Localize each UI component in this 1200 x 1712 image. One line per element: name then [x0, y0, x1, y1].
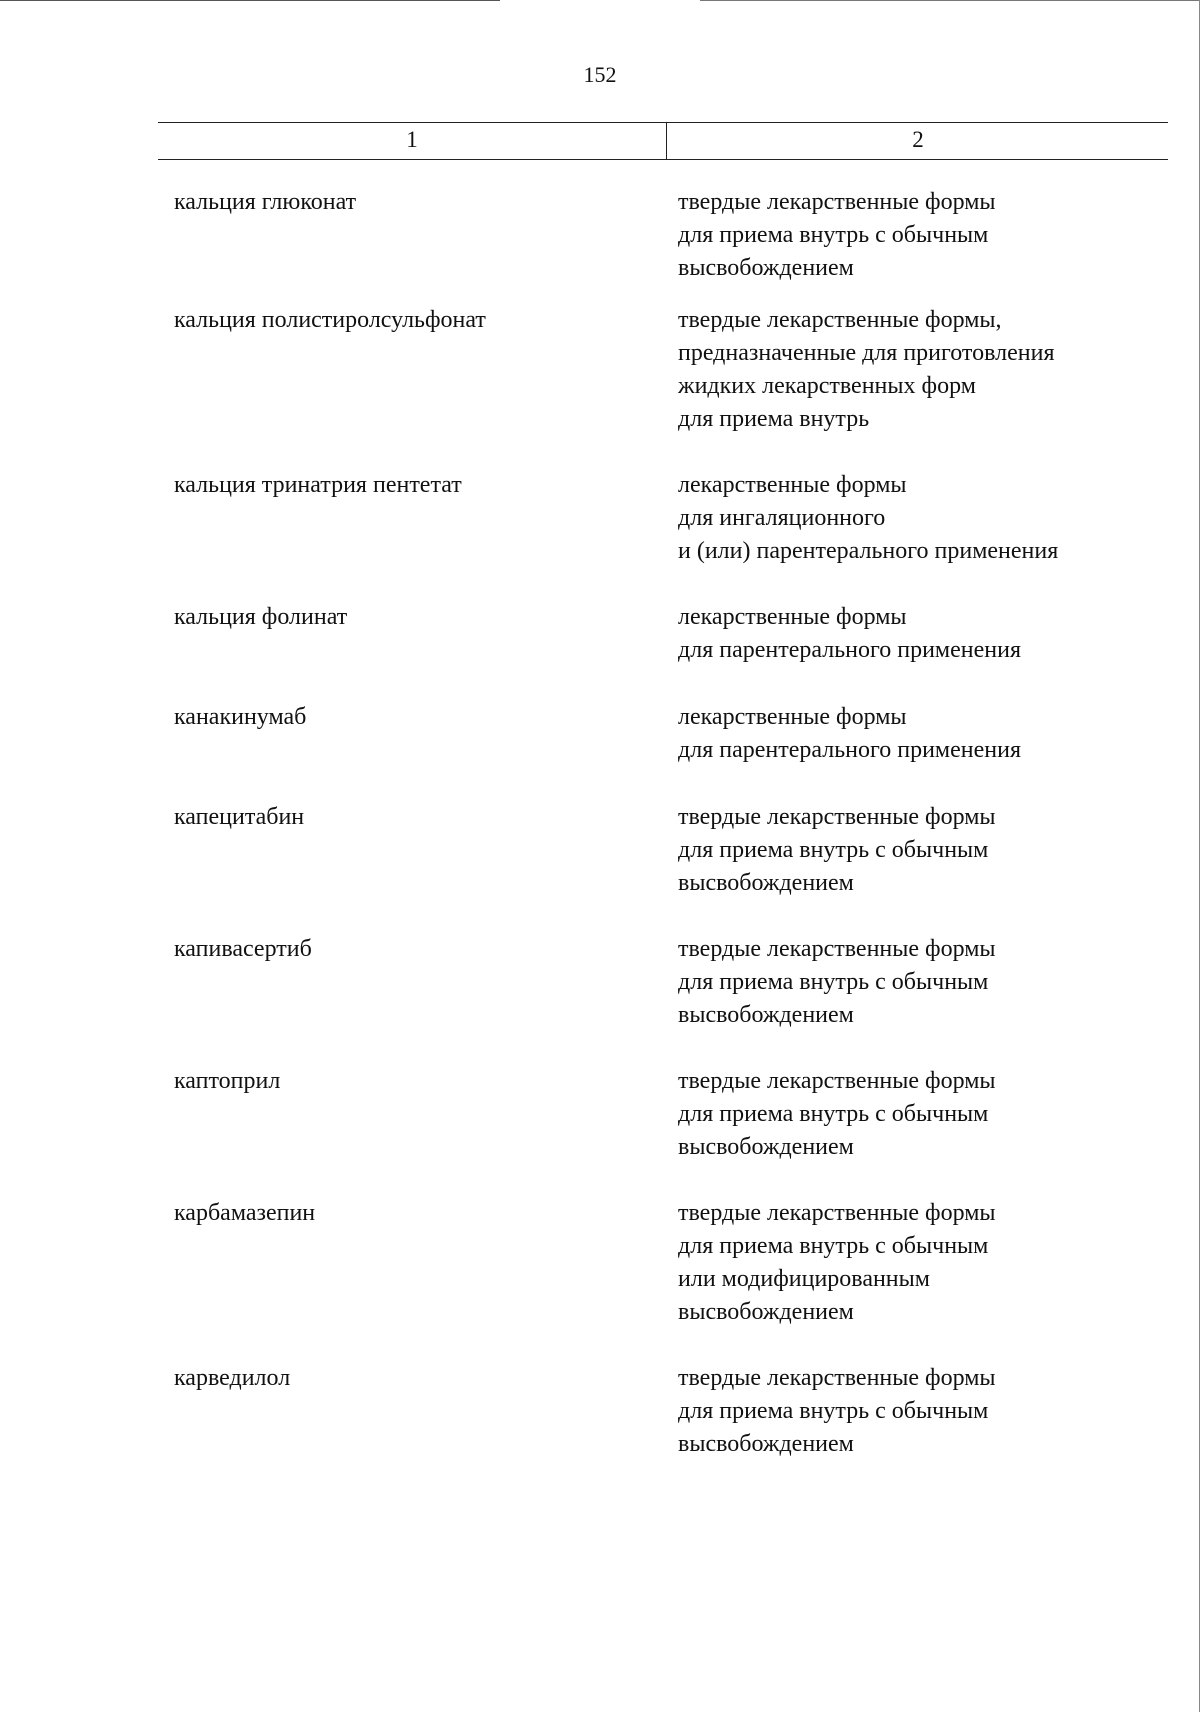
table-header-divider [666, 123, 667, 159]
drug-entry [174, 469, 1174, 601]
dosage-form: твердые лекарственные формы для приема внутрь с обычным высвобождением [678, 189, 996, 281]
drug-entry [174, 701, 1174, 801]
drug-entry [174, 186, 1174, 304]
drug-entry [174, 1065, 1174, 1197]
drug-name: кальция полистиролсульфонат [174, 307, 486, 333]
drug-entry [174, 304, 1174, 469]
drug-entry [174, 801, 1174, 933]
dosage-form: лекарственные формы для парентерального применения [678, 604, 1021, 663]
table-header-row [158, 122, 1168, 160]
drug-name: капецитабин [174, 804, 305, 830]
drug-name: кальция фолинат [174, 604, 348, 630]
dosage-form: твердые лекарственные формы для приема внутрь с обычным высвобождением [678, 1068, 996, 1160]
drug-entry [174, 601, 1174, 701]
table-header-col-1: 1 [406, 127, 418, 152]
drug-entry [174, 933, 1174, 1065]
drug-name: карбамазепин [174, 1200, 316, 1226]
drug-name: каптоприл [174, 1068, 281, 1094]
table-header-col-2: 2 [912, 127, 924, 152]
dosage-form: лекарственные формы для ингаляционного и (или) парентерального применения [678, 472, 1059, 564]
dosage-form: твердые лекарственные формы для приема внутрь с обычным или модифицированным высвобождением [678, 1200, 996, 1325]
drug-name: кальция глюконат [174, 189, 357, 215]
scan-top-edge-right [700, 0, 1200, 1]
page-number: 152 [583, 62, 617, 87]
dosage-form: твердые лекарственные формы для приема внутрь с обычным высвобождением [678, 1365, 996, 1457]
dosage-form: твердые лекарственные формы для приема внутрь с обычным высвобождением [678, 804, 996, 896]
drug-name: кальция тринатрия пентетат [174, 472, 462, 498]
dosage-form: лекарственные формы для парентерального применения [678, 704, 1021, 763]
scan-top-edge [0, 0, 500, 1]
drug-name: канакинумаб [174, 704, 307, 730]
dosage-form: твердые лекарственные формы, предназначенные для приготовления жидких лекарственных форм для приема внутрь [678, 307, 1055, 432]
drug-entry [174, 1362, 1174, 1472]
dosage-form: твердые лекарственные формы для приема внутрь с обычным высвобождением [678, 936, 996, 1028]
drug-name: карведилол [174, 1365, 291, 1391]
drug-entries-list [174, 186, 1174, 1472]
drug-name: капивасертиб [174, 936, 312, 962]
drug-entry [174, 1197, 1174, 1362]
